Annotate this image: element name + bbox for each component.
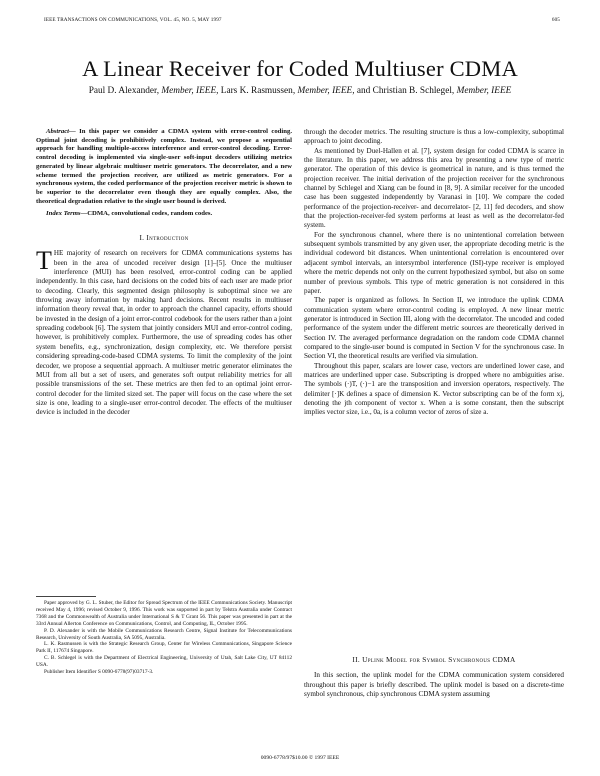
footnotes (36, 596, 292, 676)
author-2-role: Member, IEEE, (297, 86, 355, 96)
author-3: Christian B. Schlegel, (372, 86, 455, 96)
author-1: Paul D. Alexander, (88, 86, 160, 96)
author-conjunction: and (356, 86, 371, 96)
right-paragraph-2: As mentioned by Duel-Hallen et al. [7], system design for coded CDMA is scarce in the literature. In this paper, we address this area by presenting a new type of metric generator. The operation of this device is geometrical in nature, and is thus termed the projection receiver. The initial derivation of the projection receiver for the synchronous channel by Schlegel and Xiang can be found in [8, 9]. A similar receiver for the uncoded case has been suggested independently by Varanasi in [10]. We compare the coded performance of the projection-receiver- and decorrelator- [2, 11] fed decoders, and show that the projection-receiver-fed system performs at least as well as the decorrelator-fed system. (304, 146, 564, 230)
running-header (44, 17, 560, 23)
footnote-1: Paper approved by G. L. Stuber, the Editor for Spread Spectrum of the IEEE Communications Society. Manuscript received May 4, 1996; revised October 9, 1996. This work was supported in part by Telstra Australia under Contract 7368 and the Commonwealth of Australia under International S & T Grant 56. This paper was presented in part at the 33rd Annual Allerton Conference on Communications, Control, and Computing, IL, October 1995. (36, 600, 292, 627)
abstract-lead: Abstract— (46, 128, 76, 135)
footnote-2: P. D. Alexander is with the Mobile Communications Research Centre, Signal Institute for Telecommunications Research, University of South Australia, SA 5095, Australia. (36, 627, 292, 641)
intro-paragraph (36, 246, 292, 417)
journal-line: IEEE TRANSACTIONS ON COMMUNICATIONS, VOL. 45, NO. 5, MAY 1997 (44, 17, 222, 23)
section-title: Uplink Model for Symbol Synchronous CDMA (362, 655, 516, 664)
index-terms-lead: Index Terms (46, 210, 81, 218)
index-terms-text: —CDMA, convolutional codes, random codes. (80, 210, 213, 218)
left-column (36, 128, 292, 418)
intro-text: HE majority of research on receivers for CDMA communications systems has been in the area of uncoded receiver design [1]–[5]. Once the multiuser interference (MUI) has been resolved, error-control coding can be applied independently. In this case, hard decisions on the coded bits of each user are made prior to decoding. Clearly, this segmented design philosophy is suboptimal since we are throwing away information by making hard decisions. Recent results in multiuser information theory reveal that, in order to approach the channel capacity, efforts should be invested in the design of a joint error-control codebook for the users rather than a joint spreading codebook [6]. The system that jointly considers MUI and error-control coding, however, is prohibitively complex. Furthermore, the use of spreading codes has other system benefits, e.g., synchronization, design complexity, etc. We therefore persist considering spreading-code-based CDMA systems. To limit the complexity of the joint decoder, we propose a sequential approach. A multiuser metric generator eliminates the MUI from all but a set of users, and generates soft output reliability metrics for all possible transmissions of the set. These metrics are then fed to an optimal joint error-control decoder for the limited sized set. The paper will focus on the case where the set size is one, leading to a single-user error-control decoder. The effects of the multiuser device is included in the decoder (36, 249, 292, 417)
page-number: 605 (551, 17, 560, 23)
section-title: Introduction (146, 233, 189, 243)
index-terms (36, 210, 292, 219)
footnote-rule (36, 596, 96, 597)
right-paragraph-5: Throughout this paper, scalars are lower case, vectors are underlined lower case, and matrices are underlined upper case. Subscripting is dropped where no ambiguities arise. The symbols (·)T, (·)−1 are the transposition and inversion operators, respectively. The delimiter [·]K defines a space of dimension K. Vector subscripting can be of the form xj, denoting the jth component of vector x. When a is some constant, then the subscript implies vector size, i.e., 0a, is a column vector of zeros of size a. (304, 361, 564, 417)
footnote-5: Publisher Item Identifier S 0090-6778(97)03717-3. (44, 669, 154, 676)
section-heading-introduction (36, 233, 292, 242)
section-number: I. (139, 233, 145, 243)
paper-title: A Linear Receiver for Coded Multiuser CDMA (82, 56, 518, 81)
section-2-block (304, 655, 564, 699)
author-line (0, 86, 600, 96)
footnote-4: C. B. Schlegel is with the Department of Electrical Engineering, University of Utah, Salt Lake City, UT 84112 USA. (36, 655, 292, 669)
right-paragraph-1: through the decoder metrics. The resulting structure is thus a low-complexity, suboptimal approach to joint decoding. (304, 128, 564, 146)
abstract (36, 128, 292, 206)
right-paragraph-4: The paper is organized as follows. In Section II, we introduce the uplink CDMA communication system where error-control coding is employed. A new linear metric generator is introduced in Section III, along with the decorrelator. The uncoded and coded performance of the system under the different metric sources are theoretically derived in Section IV. The averaged performance degradation on the random code CDMA channel compared to the single-user bound is computed in Section V for the synchronous case. In Section VI, the theoretical results are verified via simulation. (304, 296, 564, 361)
author-3-role: Member, IEEE (456, 86, 512, 96)
section-2-paragraph: In this section, the uplink model for the CDMA communication system considered throughout this paper is briefly described. The uplink model is based on a discrete-time symbol synchronous, chip synchronous CDMA system assuming (304, 671, 564, 699)
author-1-role: Member, IEEE, (161, 86, 219, 96)
section-number: II. (352, 655, 360, 664)
right-column (304, 128, 564, 418)
drop-cap: T (36, 246, 52, 276)
abstract-text: In this paper we consider a CDMA system with error-control coding. Optimal joint decoding is prohibitively complex. Instead, we propose a sequential approach for handling multiple-access interference and error-control decoding. Error-control decoding is implemented via single-user soft-input decoders utilizing metrics generated by linear algebraic multiuser metric generators. The decorrelator, and a new scheme termed the projection receiver, are utilized as metric generators. For a synchronous system, the coded performance of the projection receiver metric is shown to be superior to the decorrelator even though they are equally complex. Also, the theoretical degradation relative to the single user bound is derived. (36, 128, 292, 205)
right-paragraph-3: For the synchronous channel, where there is no unintentional correlation between subsequent symbols transmitted by any given user, the appropriate decoding metric is the individual codeword bit distances. When unintentional correlation is encountered over adjacent symbol intervals, an intersymbol interference (ISI)-type receiver is employed where the metric depends not only on the current hypothesized symbol, but also on some number of previous symbols. This type of metric generation is not considered in this paper. (304, 230, 564, 295)
footnote-3: L. K. Rasmussen is with the Strategic Research Group, Center for Wireless Communications, Singapore Science Park II, 117674 Singapore. (36, 641, 292, 655)
copyright-line: 0090-6778/97$10.00 © 1997 IEEE (260, 755, 340, 761)
section-heading-uplink-model (304, 655, 564, 664)
author-2: Lars K. Rasmussen, (220, 86, 296, 96)
